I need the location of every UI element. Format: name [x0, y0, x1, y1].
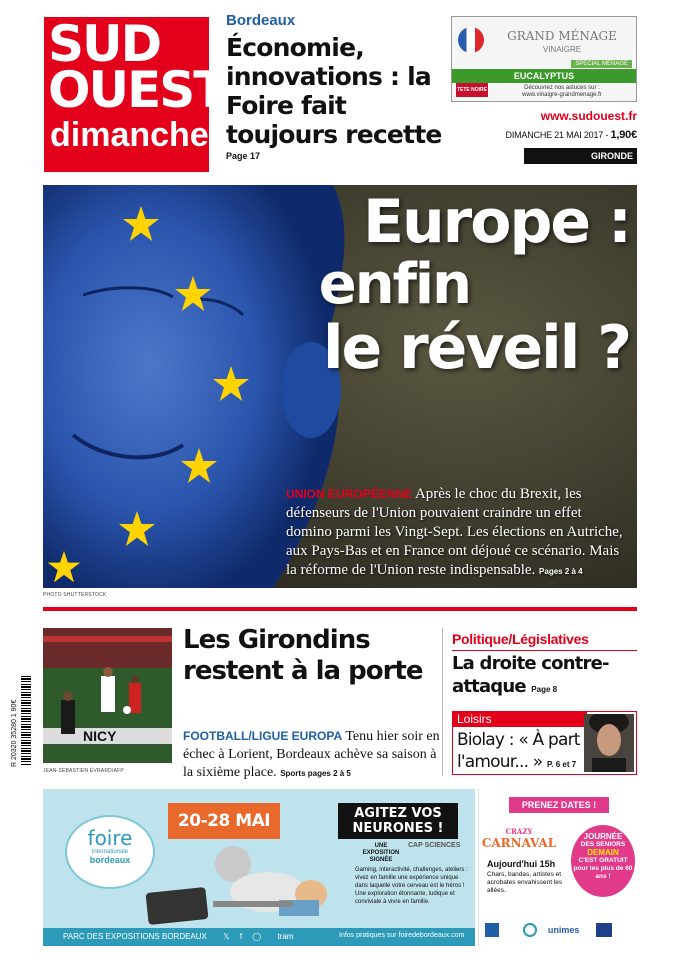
portrait-image — [584, 714, 634, 772]
loisirs-headline-text: Biolay : « À part l'amour... » — [457, 730, 580, 772]
price: 1,90€ — [610, 129, 637, 141]
ad-brand: GRAND MÉNAGE — [507, 29, 617, 43]
loisirs-headline — [457, 729, 587, 776]
politique-headline[interactable] — [452, 652, 638, 701]
expo-label: UNE EXPOSITION SIGNÉE — [362, 843, 400, 863]
hero-text: Après le choc du Brexit, les défenseurs de l'Union pouvaient craindre un effet domino parmi les Vingt-Sept. Les élections en Autriche, aux Pays-Bas et en France ont déjoué ce scénario. Mais la réforme de l'Union reste indispensable. — [286, 486, 623, 578]
ad-product: VINAIGRE — [542, 45, 582, 54]
hero-title-line-3: le réveil ? — [322, 313, 630, 383]
loisirs-pages: P. 6 et 7 — [547, 760, 577, 769]
grand-menage-ad[interactable] — [451, 16, 637, 102]
partner-logo-icon — [523, 923, 537, 937]
agitez-banner: AGITEZ VOS NEURONES ! — [338, 803, 458, 839]
hero-pages: Pages 2 à 4 — [539, 567, 583, 576]
top-story[interactable] — [226, 12, 446, 161]
tram-label: tram — [277, 932, 294, 941]
sponsor-logos — [485, 921, 635, 937]
broadcaster-logo-icon — [596, 923, 612, 937]
venue-label: PARC DES EXPOSITIONS BORDEAUX — [63, 932, 207, 941]
girondins-body — [183, 727, 441, 783]
logo-line-3: dimanche — [50, 116, 209, 154]
top-story-page: Page 17 — [226, 151, 261, 161]
girondins-pages: Sports pages 2 à 5 — [280, 769, 351, 778]
tablet-illustration — [145, 887, 208, 925]
date-text: DIMANCHE 21 MAI 2017 - — [505, 130, 611, 140]
ad-variant: EUCALYPTUS — [452, 69, 636, 83]
foire-bordeaux-ad[interactable] — [43, 789, 637, 946]
loisirs-box[interactable] — [452, 711, 637, 775]
hero-title-line-1: Europe : — [362, 187, 630, 257]
ad-tag: SPÉCIAL MÉNAGE — [571, 60, 632, 68]
bottle-icon — [458, 27, 484, 53]
biolay-photo — [584, 714, 634, 772]
region-logo-icon — [485, 923, 499, 937]
hero-headline[interactable] — [290, 187, 630, 383]
top-story-headline: Économie, innovations : la Foire fait toujours recette — [226, 33, 442, 149]
edition-label: GIRONDE — [524, 148, 637, 164]
site-url[interactable]: www.sudouest.fr — [540, 109, 637, 123]
info-link[interactable]: Infos pratiques sur foiredebordeaux.com — [335, 930, 468, 942]
girondins-kicker: FOOTBALL/LIGUE EUROPA — [183, 729, 343, 743]
girondins-headline[interactable]: Les Girondins restent à la porte — [183, 625, 423, 686]
section-divider — [43, 607, 637, 611]
crazy-label: CRAZY — [505, 827, 533, 836]
logo-line-2: OUEST — [48, 61, 226, 119]
hero-title-line-2: enfin — [318, 252, 470, 317]
prenez-dates-panel[interactable] — [478, 789, 638, 946]
girondins-text: Tenu hier soir en échec à Lorient, Bordeaux achève sa saison à la sixième place. — [183, 729, 440, 780]
expo-copy: Gaming, interactivité, challenges, ateliers : vivez en famille une expérience unique dans laquelle votre cerveau est le héros ! Une exploration étonnante, ludique et conviviale à vivre en famille. — [355, 867, 468, 905]
prenez-dates-badge: PRENEZ DATES ! — [509, 797, 609, 813]
ad-cta — [492, 85, 632, 99]
ad-cta-text: Découvrez nos astuces sur : — [524, 85, 600, 91]
logo-line-1: SUD — [48, 15, 161, 73]
hero-tag: UNION EUROPÉENNE — [286, 487, 413, 501]
journee-gratuit: C'EST GRATUIT pour les plus de 60 ans ! — [573, 857, 633, 880]
column-divider — [442, 628, 443, 776]
top-story-kicker: Bordeaux — [226, 12, 296, 29]
foire-dates: 20-28 MAI — [168, 803, 280, 839]
politique-headline-text: La droite contre-attaque — [452, 653, 609, 697]
instagram-icon[interactable]: ◯ — [252, 932, 262, 941]
robot-illustration — [193, 844, 343, 929]
politique-kicker: Politique/Législatives — [452, 631, 589, 647]
unimes-logo: unimes — [547, 924, 580, 935]
carnaval-label: CARNAVAL — [481, 836, 557, 850]
loisirs-label: Loisirs — [453, 712, 587, 727]
hero-photo-credit: PHOTO SHUTTERSTOCK — [43, 592, 107, 598]
foire-logo-line-3: bordeaux — [89, 855, 131, 865]
football-match-image — [43, 628, 172, 763]
barcode — [21, 676, 31, 766]
facebook-icon[interactable]: f — [239, 932, 243, 941]
foire-ad-main[interactable] — [43, 789, 475, 946]
crazy-carnaval-logo — [481, 827, 557, 850]
svg-text:NICY: NICY — [83, 728, 117, 744]
journee-demain: DEMAIN — [587, 848, 619, 857]
carnaval-time: Aujourd'hui 15h — [487, 859, 556, 869]
issue-date — [451, 129, 637, 141]
hero-body — [286, 485, 631, 581]
ad-maker-logo: TETE NOIRE — [456, 83, 488, 97]
sud-ouest-logo[interactable] — [44, 15, 226, 172]
barcode-number: R 20320 35280 1 90€ — [11, 699, 18, 767]
cap-sciences-logo: CAP SCIENCES — [408, 842, 461, 849]
ad-cta-url[interactable]: www.vinaigre-grandmenage.fr — [522, 92, 602, 98]
journee-line-1: JOURNÉE — [583, 832, 623, 841]
twitter-icon[interactable]: 𝕏 — [223, 932, 230, 941]
politique-page: Page 8 — [531, 685, 558, 694]
journee-line-2: DES SENIORS — [580, 841, 626, 848]
journee-seniors-badge — [571, 825, 635, 897]
football-photo[interactable] — [43, 628, 172, 763]
foire-logo — [65, 815, 155, 889]
politique-rule — [452, 650, 637, 651]
carnaval-description: Chars, bandas, artistes et acrobates envahissent les allées. — [487, 871, 563, 894]
football-photo-credit: JEAN-SÉBASTIEN ÉVRARD/AFP — [43, 768, 124, 774]
foire-logo-line-1: foire — [87, 826, 133, 850]
foire-logo-line-2: internationale — [91, 849, 129, 855]
